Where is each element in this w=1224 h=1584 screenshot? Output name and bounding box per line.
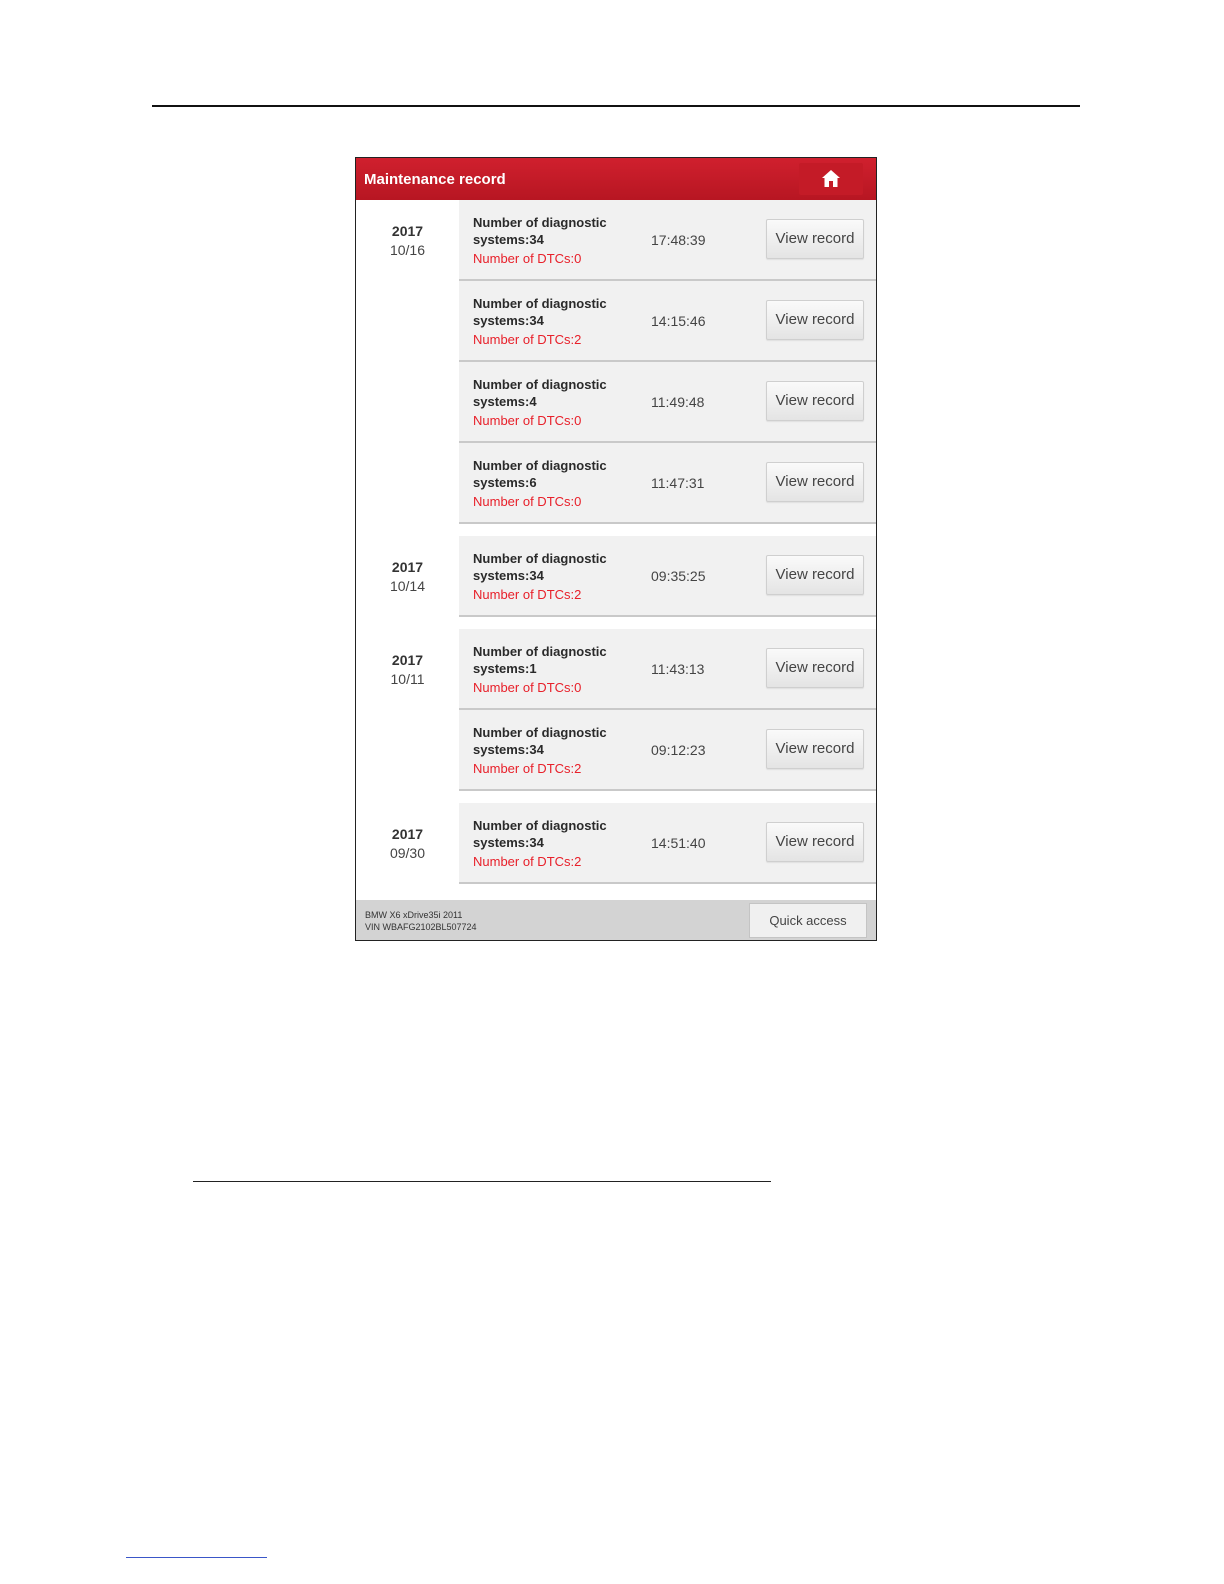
page-divider — [193, 1181, 771, 1182]
footer-bar — [356, 900, 876, 940]
dtc-count: Number of DTCs:0 — [473, 494, 582, 509]
view-record-button[interactable]: View record — [766, 462, 864, 502]
view-record-button[interactable]: View record — [766, 648, 864, 688]
page-title: Maintenance record — [364, 171, 506, 188]
group-gap — [356, 524, 876, 536]
dtc-count: Number of DTCs:0 — [473, 680, 582, 695]
record-row — [459, 710, 876, 791]
title-bar — [356, 158, 876, 200]
group-gap — [356, 617, 876, 629]
date-month-day: 09/30 — [389, 845, 426, 861]
record-info — [473, 724, 633, 777]
record-list[interactable] — [356, 200, 876, 884]
record-info — [473, 643, 633, 696]
view-record-button[interactable]: View record — [766, 822, 864, 862]
record-info — [473, 457, 633, 510]
diagnostic-systems-count: Number of diagnostic systems:34 — [473, 725, 607, 757]
group-date — [356, 222, 459, 260]
vehicle-vin: VIN WBAFG2102BL507724 — [365, 922, 477, 932]
date-month-day: 10/14 — [389, 578, 426, 594]
view-record-button[interactable]: View record — [766, 219, 864, 259]
record-info — [473, 214, 633, 267]
record-time: 09:35:25 — [651, 568, 706, 584]
view-record-button[interactable]: View record — [766, 300, 864, 340]
vehicle-info — [365, 909, 477, 933]
group-date — [356, 825, 459, 863]
view-record-button[interactable]: View record — [766, 555, 864, 595]
diagnostic-systems-count: Number of diagnostic systems:6 — [473, 458, 607, 490]
diagnostic-systems-count: Number of diagnostic systems:34 — [473, 296, 607, 328]
dtc-count: Number of DTCs:2 — [473, 854, 582, 869]
date-year: 2017 — [391, 559, 424, 575]
record-row — [459, 803, 876, 884]
record-time: 11:47:31 — [651, 475, 705, 491]
app-screen — [355, 157, 877, 941]
record-time: 11:43:13 — [651, 661, 705, 677]
home-icon — [822, 170, 840, 187]
record-row — [459, 536, 876, 617]
date-year: 2017 — [391, 223, 424, 239]
view-record-button[interactable]: View record — [766, 381, 864, 421]
dtc-count: Number of DTCs:0 — [473, 251, 582, 266]
record-row — [459, 362, 876, 443]
diagnostic-systems-count: Number of diagnostic systems:34 — [473, 818, 607, 850]
diagnostic-systems-count: Number of diagnostic systems:34 — [473, 551, 607, 583]
diagnostic-systems-count: Number of diagnostic systems:1 — [473, 644, 607, 676]
date-month-day: 10/11 — [390, 671, 425, 687]
record-time: 11:49:48 — [651, 394, 705, 410]
record-row — [459, 200, 876, 281]
record-rows — [459, 629, 876, 791]
record-time: 14:15:46 — [651, 313, 706, 329]
record-time: 17:48:39 — [651, 232, 706, 248]
vehicle-model: BMW X6 xDrive35i 2011 — [365, 910, 463, 920]
date-group — [356, 536, 876, 617]
dtc-count: Number of DTCs:2 — [473, 587, 582, 602]
dtc-count: Number of DTCs:2 — [473, 761, 582, 776]
date-group — [356, 803, 876, 884]
date-month-day: 10/16 — [389, 242, 426, 258]
record-rows — [459, 200, 876, 524]
record-info — [473, 295, 633, 348]
group-gap — [356, 791, 876, 803]
group-date — [356, 558, 459, 596]
record-rows — [459, 803, 876, 884]
dtc-count: Number of DTCs:0 — [473, 413, 582, 428]
date-group — [356, 629, 876, 791]
dtc-count: Number of DTCs:2 — [473, 332, 582, 347]
date-group — [356, 200, 876, 524]
date-year: 2017 — [391, 652, 424, 668]
record-row — [459, 443, 876, 524]
date-year: 2017 — [391, 826, 424, 842]
view-record-button[interactable]: View record — [766, 729, 864, 769]
record-time: 09:12:23 — [651, 742, 706, 758]
record-info — [473, 376, 633, 429]
record-time: 14:51:40 — [651, 835, 706, 851]
page-top-rule — [152, 105, 1080, 107]
home-button[interactable] — [799, 163, 863, 195]
group-date — [356, 651, 459, 689]
record-info — [473, 817, 633, 870]
record-rows — [459, 536, 876, 617]
footnote-rule — [126, 1557, 267, 1558]
diagnostic-systems-count: Number of diagnostic systems:4 — [473, 377, 607, 409]
diagnostic-systems-count: Number of diagnostic systems:34 — [473, 215, 607, 247]
record-info — [473, 550, 633, 603]
quick-access-button[interactable]: Quick access — [749, 903, 867, 938]
record-row — [459, 281, 876, 362]
record-row — [459, 629, 876, 710]
